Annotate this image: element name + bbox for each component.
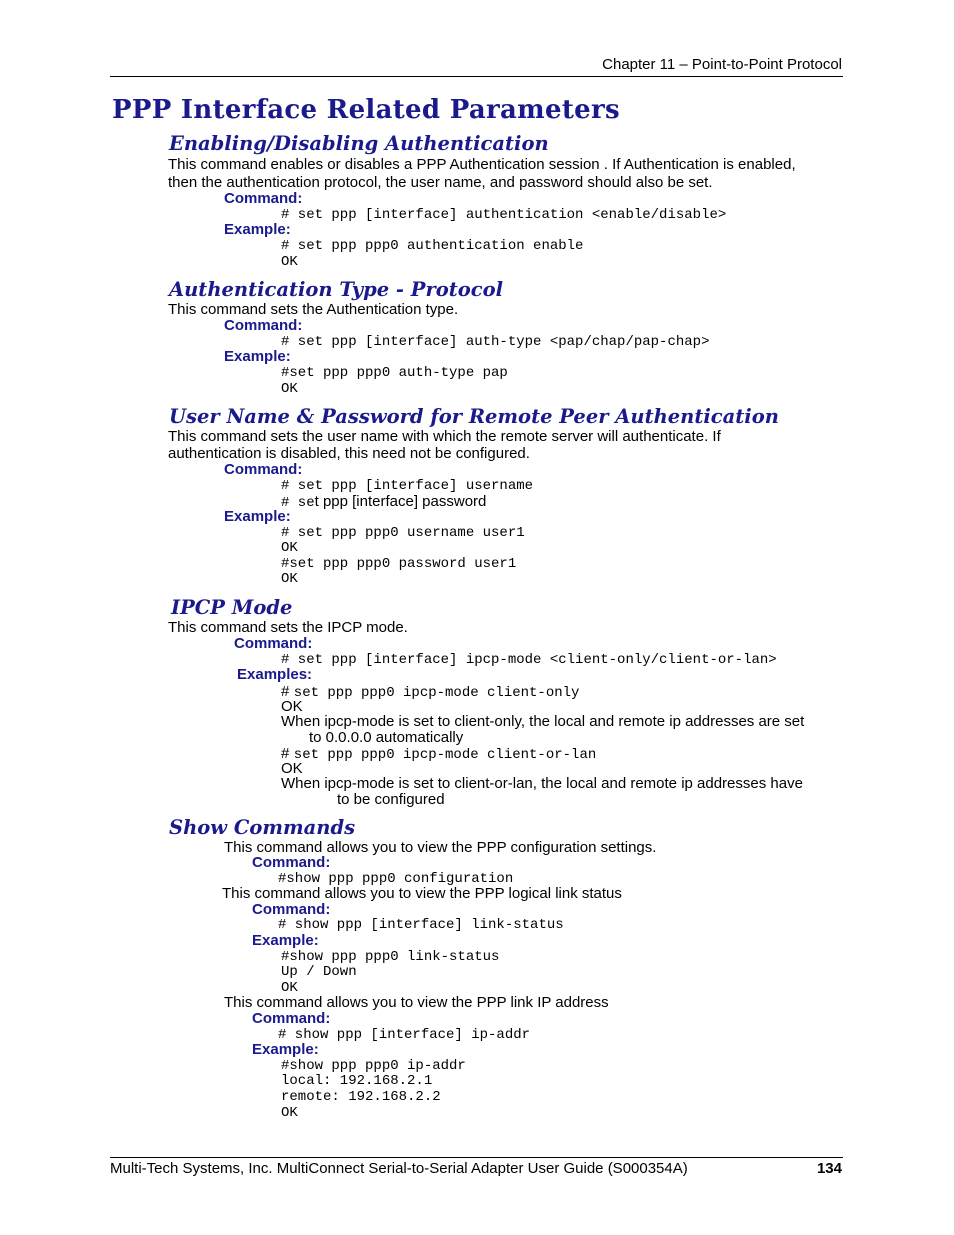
show-ip-example-line1: #show ppp ppp0 ip-addr: [281, 1058, 466, 1074]
show-desc-configuration: This command allows you to view the PPP configuration settings.: [224, 839, 657, 856]
page-title: PPP Interface Related Parameters: [112, 95, 620, 125]
header-rule: [110, 76, 843, 77]
section-heading-auth: Enabling/Disabling Authentication: [169, 132, 549, 155]
userpass-desc-line1: This command sets the user name with which the remote server will authenticate. If: [168, 428, 721, 445]
ipcp-example1-note-line1: When ipcp-mode is set to client-only, the local and remote ip addresses are set: [281, 713, 805, 730]
auth-example-label: Example:: [224, 221, 291, 238]
footer-rule: [110, 1157, 843, 1158]
ipcp-example2-note-line1: When ipcp-mode is set to client-or-lan, the local and remote ip addresses have: [281, 775, 803, 792]
auth-command: # set ppp [interface] authentication <enable/disable>: [281, 207, 727, 223]
authtype-command: # set ppp [interface] auth-type <pap/chap/pap-chap>: [281, 334, 710, 350]
show-ip-example-line2: local: 192.168.2.1: [281, 1073, 433, 1089]
ipcp-desc: This command sets the IPCP mode.: [168, 619, 408, 636]
authtype-example-label: Example:: [224, 348, 291, 365]
section-heading-ipcp: IPCP Mode: [171, 596, 293, 619]
auth-command-label: Command:: [224, 190, 303, 207]
show-link-example-line2: Up / Down: [281, 964, 357, 980]
userpass-desc-line2: authentication is disabled, this need not be configured.: [168, 445, 530, 462]
auth-desc-line1: This command enables or disables a PPP Authentication session . If Authentication is enabled,: [168, 156, 796, 173]
userpass-example-line2: OK: [281, 540, 298, 556]
ipcp-examples-label: Examples:: [237, 666, 313, 683]
authtype-example-line2: OK: [281, 381, 298, 397]
show-link-example-line1: #show ppp ppp0 link-status: [281, 949, 500, 965]
userpass-command-label: Command:: [224, 461, 303, 478]
show-example-label-3: Example:: [252, 1041, 319, 1058]
authtype-desc: This command sets the Authentication type.: [168, 301, 459, 318]
show-command-link-status: # show ppp [interface] link-status: [278, 917, 564, 933]
ipcp-example1-hash: #: [281, 683, 290, 700]
userpass-command-line2-text: t ppp [interface] password: [314, 493, 487, 510]
userpass-command-line1: # set ppp [interface] username: [281, 478, 534, 494]
page-number: 134: [816, 1160, 842, 1177]
show-desc-ip-addr: This command allows you to view the PPP link IP address: [224, 994, 609, 1011]
show-example-label-2: Example:: [252, 932, 319, 949]
userpass-example-line4: OK: [281, 571, 298, 587]
show-command-configuration: #show ppp ppp0 configuration: [278, 871, 514, 887]
show-ip-example-line3: remote: 192.168.2.2: [281, 1089, 441, 1105]
ipcp-command-label: Command:: [234, 635, 313, 652]
userpass-command-line2-mono: # se: [281, 495, 315, 511]
show-command-label-1: Command:: [252, 854, 331, 871]
ipcp-example1-cmd: set ppp ppp0 ipcp-mode client-only: [293, 685, 580, 701]
userpass-command-line2: [281, 493, 486, 511]
ipcp-example1-note-line2: to 0.0.0.0 automatically: [309, 729, 464, 746]
ipcp-example2-cmd: set ppp ppp0 ipcp-mode client-or-lan: [293, 747, 597, 763]
chapter-header: Chapter 11 – Point-to-Point Protocol: [602, 56, 842, 73]
ipcp-command: # set ppp [interface] ipcp-mode <client-only/client-or-lan>: [281, 652, 777, 668]
ipcp-example1-ok: OK: [281, 698, 303, 715]
show-desc-link-status: This command allows you to view the PPP logical link status: [222, 885, 622, 902]
auth-example-line1: # set ppp ppp0 authentication enable: [281, 238, 584, 254]
userpass-example-label: Example:: [224, 508, 291, 525]
ipcp-example2-hash: #: [281, 745, 290, 762]
authtype-command-label: Command:: [224, 317, 303, 334]
auth-example-line2: OK: [281, 254, 298, 270]
section-heading-authtype: Authentication Type - Protocol: [169, 278, 504, 301]
userpass-example-line3: #set ppp ppp0 password user1: [281, 556, 517, 572]
authtype-example-line1: #set ppp ppp0 auth-type pap: [281, 365, 508, 381]
show-command-label-2: Command:: [252, 901, 331, 918]
show-link-example-line3: OK: [281, 980, 298, 996]
ipcp-example2-command: [281, 745, 596, 763]
auth-desc-line2: then the authentication protocol, the user name, and password should also be set.: [168, 174, 713, 191]
section-heading-show: Show Commands: [169, 816, 356, 839]
show-ip-example-line4: OK: [281, 1105, 298, 1121]
section-heading-userpass: User Name & Password for Remote Peer Authentication: [169, 405, 779, 428]
ipcp-example2-note-line2: to be configured: [337, 791, 445, 808]
ipcp-example2-ok: OK: [281, 760, 303, 777]
userpass-example-line1: # set ppp ppp0 username user1: [281, 525, 525, 541]
footer-text: Multi-Tech Systems, Inc. MultiConnect Serial-to-Serial Adapter User Guide (S000354A): [110, 1160, 688, 1177]
show-command-label-3: Command:: [252, 1010, 331, 1027]
show-command-ip-addr: # show ppp [interface] ip-addr: [278, 1027, 531, 1043]
ipcp-example1-command: [281, 683, 579, 701]
